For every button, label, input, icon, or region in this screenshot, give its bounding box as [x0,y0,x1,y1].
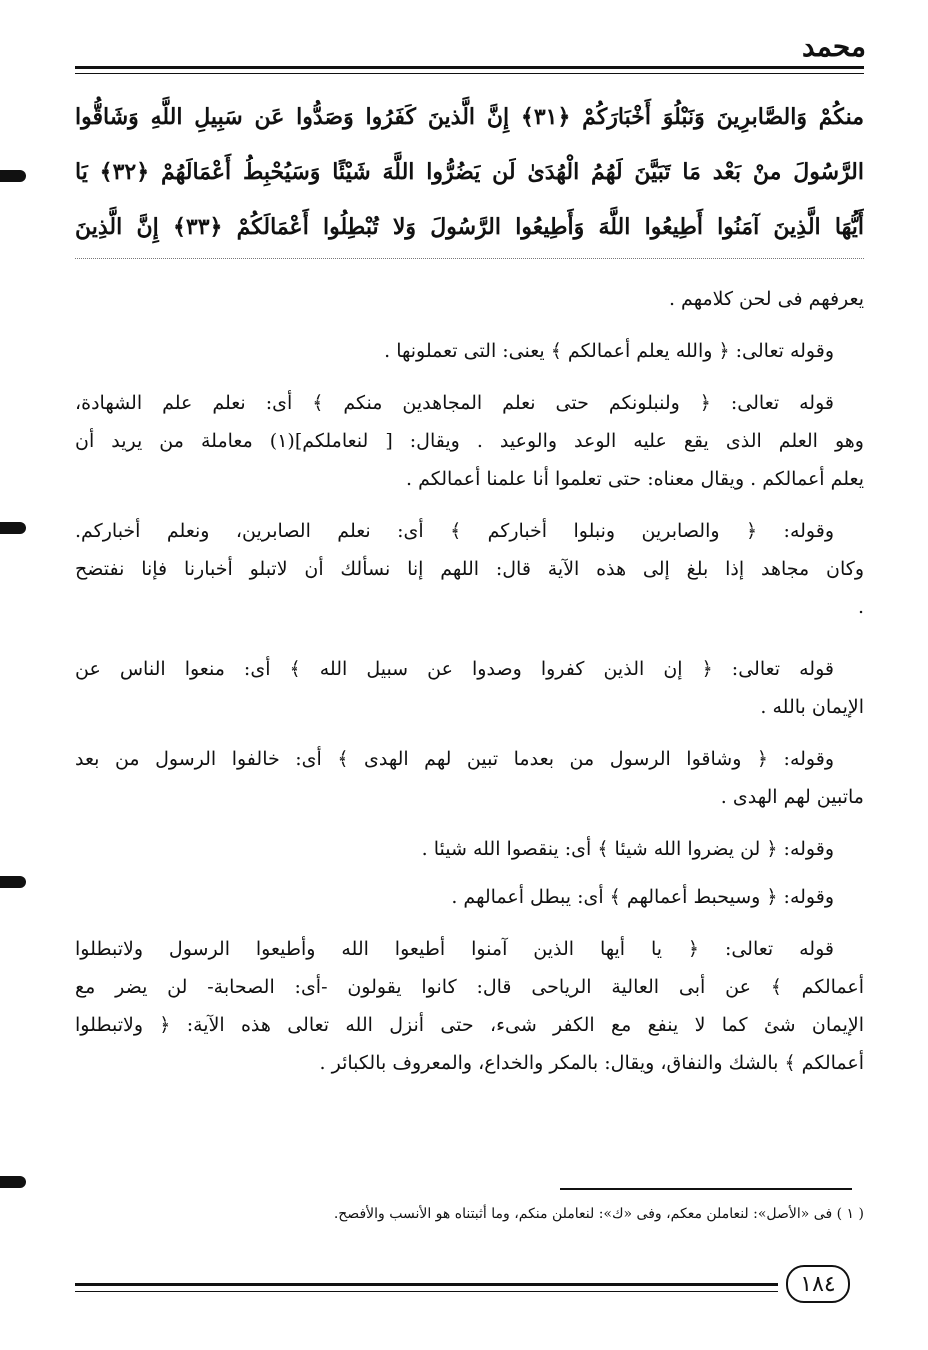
paragraph [75,650,864,726]
text-line: قوله تعالى: ﴿ يا أيها الذين آمنوا أطيعوا الله وأطيعوا الرسول ولاتبطلوا [75,938,834,960]
footer-rule-thin [75,1291,778,1292]
quran-verses-block [75,90,864,255]
text-line: قوله تعالى: ﴿ إن الذين كفروا وصدوا عن سبيل الله ﴾ أى: منعوا الناس عن [75,658,834,680]
text-line: الإيمان شئ كما لا ينفع مع الكفر شىء، حتى أنزل الله تعالى هذه الآية: ﴿ ولاتبطلوا [75,1014,864,1036]
quran-line: أَيُّهَا الَّذِينَ آمَنُوا أَطِيعُوا اللَّهَ وَأَطِيعُوا الرَّسُولَ وَلا تُبْطِلُوا أَعْمَالَكُمْ ﴿٣٣﴾ إِنَّ الَّذِينَ [75,214,864,240]
text-line: يعرفهم فى لحن كلامهم . [668,288,864,310]
paragraph [75,512,864,626]
text-line: وهو العلم الذى يقع عليه الوعد والوعيد . ويقال: [ لنعاملكم](١) معاملة من يريد أن [75,430,864,452]
text-line: وقوله تعالى: ﴿ والله يعلم أعمالكم ﴾ يعنى: التى تعملونها . [384,340,834,362]
text-line: أعمالكم ﴾ بالشك والنفاق، ويقال: بالمكر والخداع، والمعروف بالكبائر . [319,1052,864,1074]
margin-mark [0,170,26,182]
page-number: ١٨٤ [786,1265,850,1303]
text-line: الإيمان بالله . [760,696,864,718]
paragraph [75,930,864,1082]
text-line: وقوله: ﴿ وسيحبط أعمالهم ﴾ أى: يبطل أعمالهم . [451,886,834,908]
paragraph [75,280,864,318]
text-line: وكان مجاهد إذا بلغ إلى هذه الآية قال: اللهم إنا نسألك أن لاتبلو أخبارنا فإنا نفتضح [75,558,864,580]
text-line: وقوله: ﴿ لن يضروا الله شيئا ﴾ أى: ينقصوا الله شيئا . [421,838,834,860]
paragraph [75,830,864,868]
text-line: يعلم أعمالكم . ويقال معناه: حتى تعلموا أنا علمنا أعمالكم . [405,468,864,490]
quran-line: منكُمْ وَالصَّابرِينَ وَنَبْلُوَ أَخْبَارَكُمْ ﴿٣١﴾ إِنَّ الَّذينَ كَفَرُوا وَصَدُّوا عَن سَبِيلِ اللَّهِ وَشَاقُّوا [75,104,864,130]
quran-separator-rule [75,258,864,259]
header-rule-thin [75,73,864,74]
text-line: ماتبين لهم الهدى . [720,786,864,808]
commentary-body [75,278,864,1082]
running-header-title: محمد [802,30,866,63]
margin-mark [0,876,26,888]
text-line: وقوله: ﴿ وشاقوا الرسول من بعدما تبين لهم الهدى ﴾ أى: خالفوا الرسول من بعد [75,748,834,770]
margin-mark [0,522,26,534]
paragraph [75,384,864,498]
text-line: قوله تعالى: ﴿ ولنبلونكم حتى نعلم المجاهدين منكم ﴾ أى: نعلم علم الشهادة، [75,392,834,414]
margin-mark [0,1176,26,1188]
text-line: وقوله: ﴿ والصابرين ونبلوا أخباركم ﴾ أى: نعلم الصابرين، ونعلم أخباركم. [75,520,834,542]
paragraph [75,740,864,816]
paragraph [75,332,864,370]
footnote-rule [560,1188,852,1190]
footer-rule-thick [75,1283,778,1286]
text-line: أعمالكم ﴾ عن أبى العالية الرياحى قال: كانوا يقولون -أى: الصحابة- لن يضر مع [75,976,864,998]
text-line: . [857,596,864,618]
footnote: ( ١ ) فى «الأصل»: لنعاملن معكم، وفى «ك»: لنعاملن منكم، وما أثبتناه هو الأنسب والأفصح. [333,1206,864,1222]
quran-line: الرَّسُولَ منْ بَعْد مَا تَبَيَّنَ لَهُمُ الْهُدَىٰ لَن يَضُرُّوا اللَّهَ شَيْئًا وَسَيُحْبِطُ أَعْمَالَهُمْ ﴿٣٢﴾ يَا [75,159,864,185]
header-rule-thick [75,66,864,69]
paragraph [75,878,864,916]
